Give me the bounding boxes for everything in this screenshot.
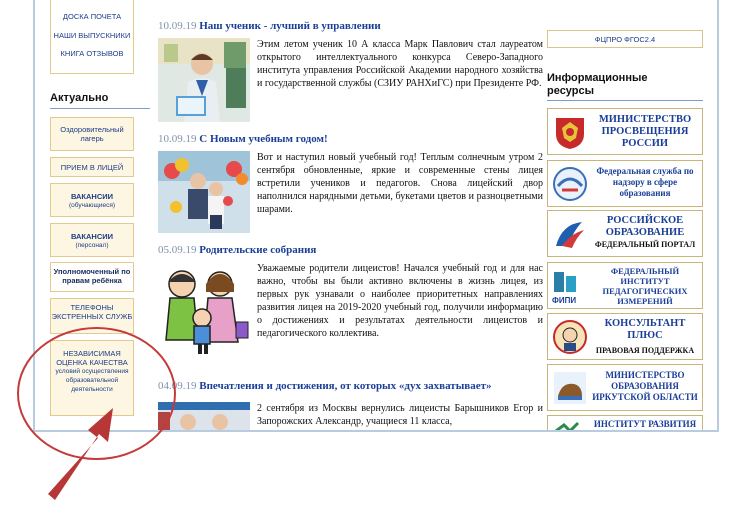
news-date: 04.09.19 [158, 380, 197, 392]
sidebar-item-label: ТЕЛЕФОНЫ ЭКСТРЕННЫХ СЛУЖБ [51, 303, 133, 321]
link-title-line: КОНСУЛЬТАНТ ПЛЮС [604, 318, 686, 341]
sidebar-item-honor-board[interactable]: ДОСКА ПОЧЕТА [62, 12, 122, 21]
news-date: 10.09.19 [158, 133, 197, 145]
sidebar-item-label: ПРИЕМ В ЛИЦЕЙ [60, 163, 124, 172]
section-title-aktualno: Актуально [50, 92, 109, 104]
info-resources-title: Информационные ресурсы [547, 72, 648, 97]
fipi-logo-text: ФИПИ [552, 296, 577, 305]
sidebar-item-label: ВАКАНСИИ [70, 232, 114, 241]
news-text: Вот и наступил новый учебный год! Теплым солнечным утром 2 сентября обновленные, яркие и современные стены лицея встретили учеников и педагогов. Снова лицейский двор наполнился нарядными детьми, букетами цветов и разноцветными шарами. [257, 152, 543, 215]
link-title: МИНИСТЕРСТВО ПРОСВЕЩЕНИЯ РОССИИ [598, 114, 692, 149]
sidebar-item-label: НЕЗАВИСИМАЯ ОЦЕНКА КАЧЕСТВА [56, 349, 128, 367]
news-title-link[interactable]: Наш ученик - лучший в управлении [199, 20, 381, 32]
link-title: ФЕДЕРАЛЬНЫЙ ИНСТИТУТ ПЕДАГОГИЧЕСКИХ ИЗМЕРЕНИЙ [602, 266, 688, 306]
fgos-link-button[interactable]: ФЦПРО ФГОС2.4 [547, 30, 703, 48]
sidebar-item-label: ВАКАНСИИ [70, 192, 114, 201]
news-text: Этим летом ученик 10 А класса Марк Павлович стал лауреатом открытого интеллектуального конкурса Северо-Западного института управления Российской Академии народного хозяйства и государственной службы (СЗИУ РАНХиГС) при Президенте РФ. [257, 39, 543, 89]
news-title-link[interactable]: С Новым учебным годом! [199, 133, 328, 145]
news-text: Уважаемые родители лицеистов! Начался учебный год и для нас важно, чтобы вы были активно включены в жизнь лицея, из первых рук узнавали о наиболее приоритетных направлениях развития лицея на 2019-2020 учебный год, получили информацию о достижениях и результатах деятельности лицеистов и педагогического коллектива. [257, 263, 543, 339]
link-title: МИНИСТЕРСТВО ОБРАЗОВАНИЯ ИРКУТСКОЙ ОБЛАСТИ [592, 370, 698, 402]
sidebar-item-sublabel: (персонал) [75, 242, 109, 249]
link-title: Федеральная служба по надзору в сфере образования [596, 166, 694, 198]
link-subtitle: ПРАВОВАЯ ПОДДЕРЖКА [595, 346, 695, 355]
news-text: 2 сентября из Москвы вернулись лицеисты Барышников Егор и Запорожских Александр, учащиеся 11 класса, [257, 403, 543, 427]
news-title-link[interactable]: Впечатления и достижения, от которых «дух захватывает» [199, 380, 492, 392]
link-title: ИНСТИТУТ РАЗВИТИЯ [593, 419, 697, 429]
sidebar-item-graduates[interactable]: НАШИ ВЫПУСКНИКИ [53, 31, 131, 40]
news-date: 10.09.19 [158, 20, 197, 32]
link-subtitle: ФЕДЕРАЛЬНЫЙ ПОРТАЛ [594, 240, 696, 249]
sidebar-item-sublabel: (обучающиеся) [68, 202, 115, 209]
news-date: 05.09.19 [158, 244, 197, 256]
sidebar-item-sublabel: условий осуществления образовательной деятельности [55, 368, 129, 393]
sidebar-item-guestbook[interactable]: КНИГА ОТЗЫВОВ [60, 49, 124, 58]
sidebar-item-label: Оздоровительный лагерь [60, 125, 124, 143]
news-title-link[interactable]: Родительские собрания [199, 244, 317, 256]
link-title-line: РОССИЙСКОЕ ОБРАЗОВАНИЕ [605, 215, 685, 238]
sidebar-item-label: Уполномоченный по правам ребёнка [53, 267, 131, 285]
